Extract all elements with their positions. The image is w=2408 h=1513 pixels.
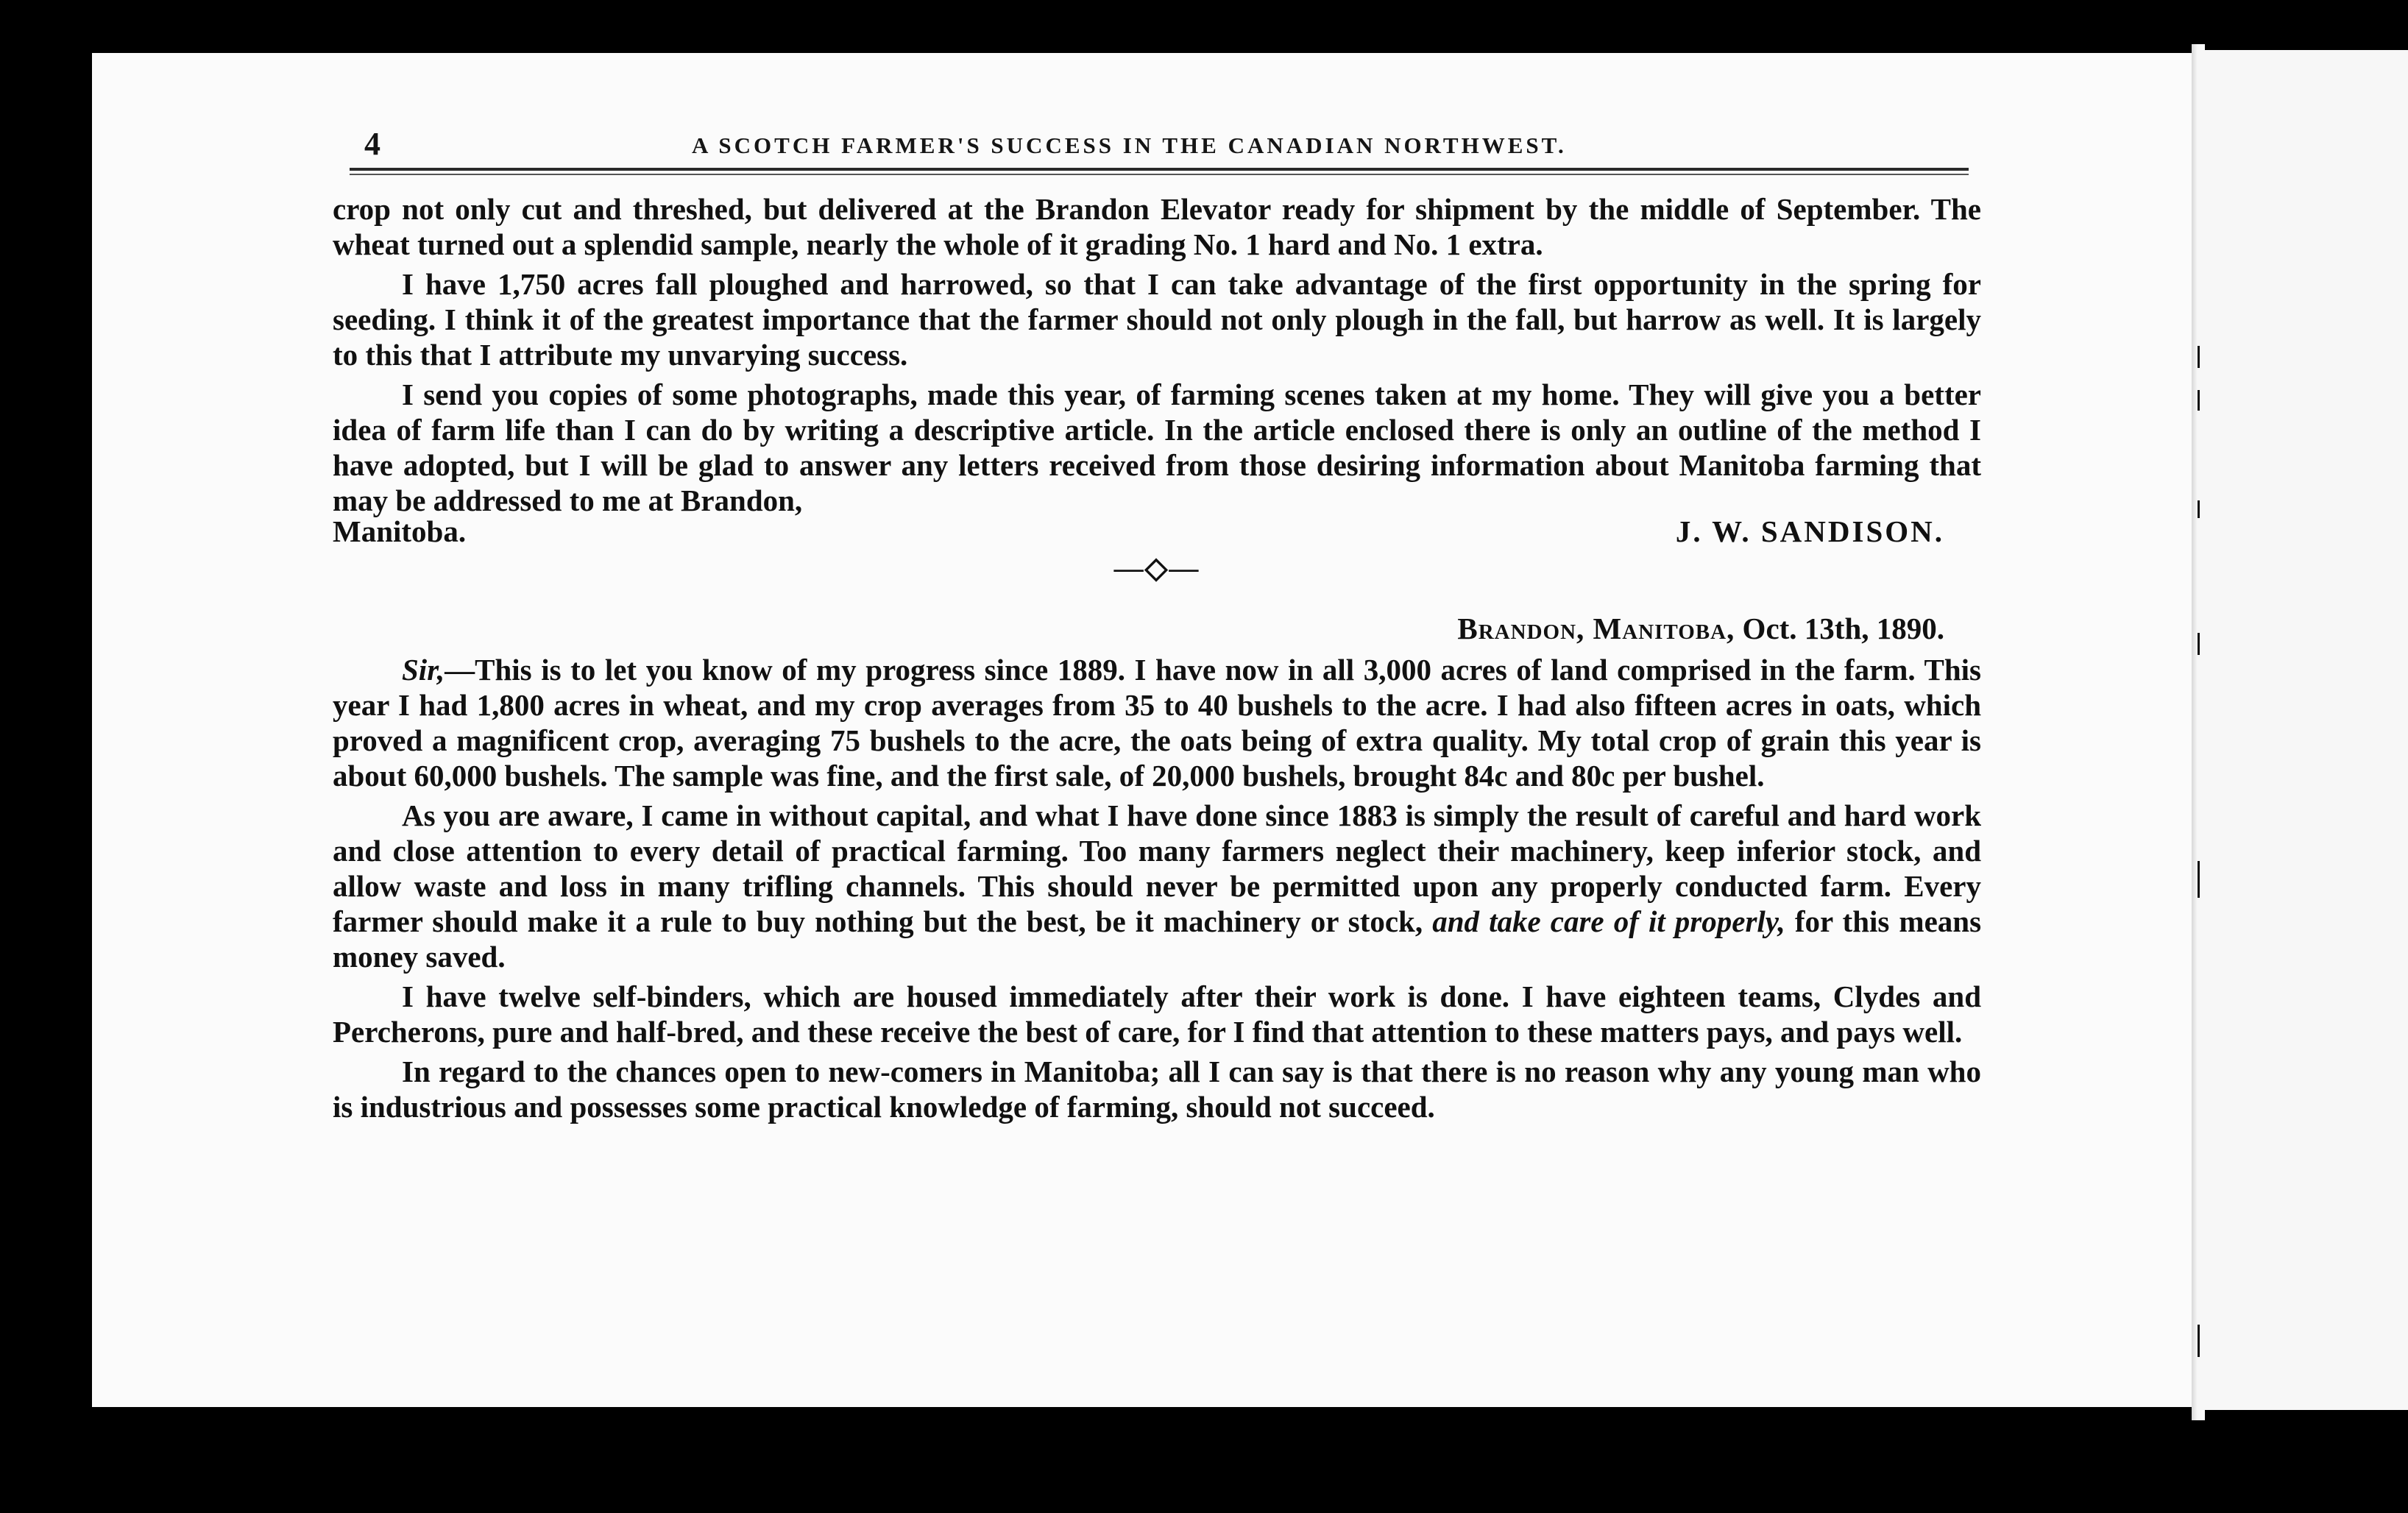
- margin-mark: [2198, 633, 2200, 655]
- margin-mark: [2198, 500, 2200, 518]
- margin-mark: [2198, 346, 2200, 368]
- margin-mark: [2198, 1325, 2200, 1357]
- page-header: [364, 125, 1965, 169]
- paragraph: I have 1,750 acres fall ploughed and harrowed, so that I can take advantage of the first opportunity in the spring for seeding. I think it of the greatest importance that the farmer should not only plough in the fall, but harrow as well. It is largely to this that I attribute my unvarying success.: [333, 267, 1981, 372]
- paragraph-text: —This is to let you know of my progress since 1889. I have now in all 3,000 acres of land comprised in the farm. This year I had 1,800 acres in wheat, and my crop averages from 35 to 40 bushels to the acre. I had also fifteen acres in oats, which proved a magnificent crop, averaging 75 bushels to the acre, the oats being of extra quality. My total crop of grain this year is about 60,000 bushels. The sample was fine, and the first sale, of 20,000 bushels, brought 84c and 80c per bushel.: [333, 653, 1981, 793]
- signature: J. W. SANDISON.: [1675, 514, 1944, 548]
- emphasis-text: and take care of it properly,: [1432, 904, 1785, 938]
- paragraph: I have twelve self-binders, which are housed immediately after their work is done. I have eighteen teams, Clydes and Percherons, pure and half-bred, and these receive the best of care, for I find that attention to these matters pays, and pays well.: [333, 979, 1981, 1049]
- paragraph: I send you copies of some photographs, made this year, of farming scenes taken at my home. They will give you a better idea of farm life than I can do by writing a descriptive article. In the article enclosed there is only an outline of the method I have adopted, but I will be glad to answer any letters received from those desiring information about Manitoba farming that may be addressed to me at Brandon,: [333, 378, 1981, 517]
- paragraph: [333, 798, 1981, 974]
- paragraph: [333, 652, 1981, 793]
- paragraph-text: As you are aware, I came in without capital, and what I have done since 1883 is simply the result of careful and hard work and close attention to every detail of practical farming. Too many farmers neglect their machinery, keep inferior stock, and allow waste and loss in many trifling channels. This should never be permitted upon any properly conducted farm. Every farmer should make it a rule to buy nothing but the best, be it machinery or stock,: [333, 798, 1981, 938]
- margin-mark: [2198, 861, 2200, 898]
- closing-place: Manitoba.: [333, 514, 467, 548]
- page-body: [333, 191, 1981, 1129]
- dateline: [333, 611, 1981, 646]
- running-head: A SCOTCH FARMER'S SUCCESS IN THE CANADIAN NORTHWEST.: [692, 132, 1567, 158]
- facing-page-edge: [2197, 50, 2408, 1410]
- header-rule: [350, 168, 1969, 171]
- dateline-date: Oct. 13th, 1890.: [1742, 612, 1944, 645]
- signature-row: [333, 514, 1981, 549]
- paragraph-text: for this means money saved.: [333, 904, 1982, 974]
- margin-mark: [2198, 390, 2200, 411]
- section-ornament: —◇—: [1113, 551, 1200, 584]
- paragraph: In regard to the chances open to new-comers in Manitoba; all I can say is that there is no reason why any young man who is industrious and possesses some practical knowledge of farming, should not succeed.: [333, 1055, 1981, 1124]
- page-number: 4: [364, 126, 380, 162]
- salutation: Sir,: [402, 653, 445, 687]
- header-rule-thin: [350, 174, 1969, 175]
- dateline-place: Brandon, Manitoba,: [1457, 612, 1735, 645]
- paragraph: crop not only cut and threshed, but delivered at the Brandon Elevator ready for shipment by the middle of September. The wheat turned out a splendid sample, nearly the whole of it grading No. 1 hard and No. 1 extra.: [333, 192, 1981, 261]
